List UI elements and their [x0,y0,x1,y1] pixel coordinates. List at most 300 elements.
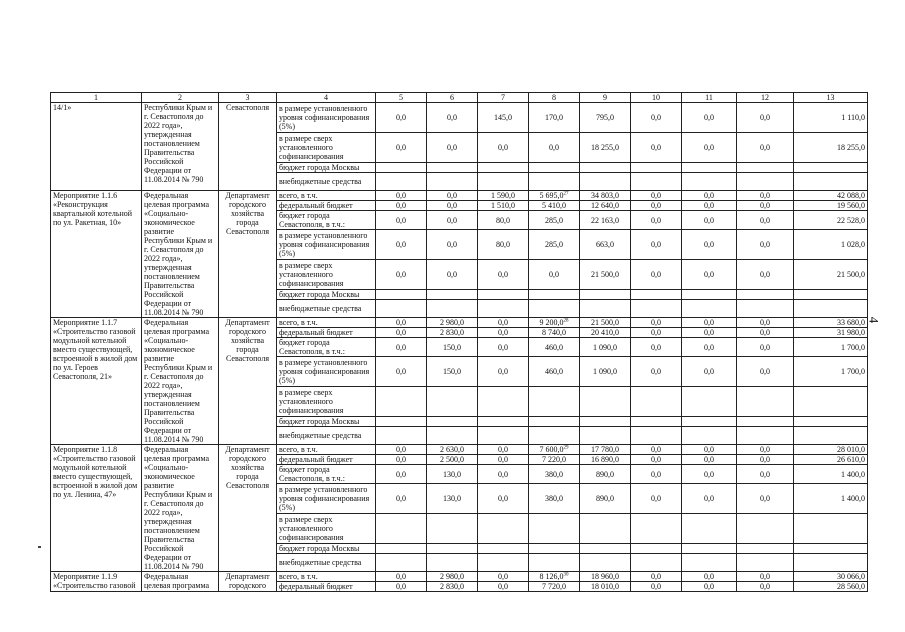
value-text: 0,0 [760,582,770,591]
value-text: 0,0 [549,270,559,279]
value-cell [376,544,427,554]
value-cell [794,328,868,338]
value-cell [427,103,478,133]
value-cell [682,572,737,582]
value-cell [737,445,794,455]
value-cell [427,300,478,318]
value-cell [737,465,794,484]
program-name: Республики Крым и г. Севастополя до 2022 года», утвержденная постановлением Правительства Российской Федерации от 11.08.2014 № 790 [142,103,219,191]
value-text: 80,0 [496,215,510,225]
value-cell [427,417,478,427]
value-text: 2 830,0 [440,582,464,591]
value-cell [478,133,529,163]
value-text: 0,0 [760,143,770,152]
value-text: 0,0 [704,215,714,225]
header-cell: 10 [631,93,682,103]
value-text: 0,0 [651,270,661,279]
value-cell [794,582,868,592]
funding-source: внебюджетные средства [277,300,376,318]
value-cell [376,103,427,133]
value-cell [376,328,427,338]
value-cell [737,290,794,300]
value-cell [376,455,427,465]
value-cell [631,465,682,484]
value-cell [478,544,529,554]
value-cell [376,191,427,201]
value-cell [631,572,682,582]
value-cell [478,201,529,211]
value-text: 19 560,0 [837,201,865,210]
value-text: 0,0 [396,469,406,479]
value-cell [682,357,737,387]
value-cell [794,387,868,417]
table-row [51,572,868,582]
value-text: 0,0 [760,318,770,327]
value-cell [794,427,868,445]
value-cell [580,133,631,163]
value-text: 21 500,0 [591,270,619,279]
value-text: 1 400,0 [841,469,865,479]
table-row [51,318,868,328]
value-cell [478,338,529,357]
value-cell [682,173,737,191]
value-cell [427,201,478,211]
value-cell [376,290,427,300]
value-text: 2 980,0 [440,318,464,327]
value-text: 380,0 [545,469,563,479]
value-cell [682,300,737,318]
value-cell [580,290,631,300]
value-text: 0,0 [651,143,661,152]
header-cell: 1 [51,93,142,103]
funding-source: всего, в т.ч. [277,572,376,582]
value-text: 0,0 [704,318,714,327]
value-cell [376,465,427,484]
value-cell [580,554,631,572]
value-cell [529,427,580,445]
value-text: 0,0 [447,143,457,152]
value-cell [737,211,794,230]
value-text: 28 010,0 [837,445,865,454]
funding-source: в размере сверх установленного софинансирования [277,133,376,163]
value-text: 0,0 [498,469,508,479]
value-text: 1 400,0 [841,494,865,503]
value-cell [427,445,478,455]
value-cell [682,211,737,230]
value-text: 0,0 [498,318,508,327]
value-text: 34 803,0 [591,191,619,200]
header-cell: 7 [478,93,529,103]
value-text: 33 680,0 [837,318,865,327]
funding-source: бюджет города Москвы [277,544,376,554]
value-text: 2 980,0 [440,572,464,581]
value-cell [631,417,682,427]
value-cell [376,260,427,290]
value-text: 0,0 [396,191,406,200]
value-cell [682,133,737,163]
value-cell [478,318,529,328]
value-text: 0,0 [498,143,508,152]
value-text: 0,0 [498,494,508,503]
value-cell [737,260,794,290]
value-cell [794,318,868,328]
value-cell [737,191,794,201]
value-cell [427,163,478,173]
value-cell [580,455,631,465]
value-text: 8 126,0 [539,572,564,581]
value-cell [478,427,529,445]
value-text: 2 500,0 [440,455,464,464]
value-cell [580,211,631,230]
value-text: 1 110,0 [841,113,865,122]
value-cell [376,427,427,445]
value-text: 0,0 [704,191,714,200]
header-cell: 8 [529,93,580,103]
value-text: 1 510,0 [491,201,515,210]
value-cell [631,103,682,133]
value-text: 890,0 [596,469,614,479]
table-row [51,191,868,201]
funding-source: бюджет города Москвы [277,290,376,300]
value-cell [427,211,478,230]
value-text: 0,0 [704,270,714,279]
value-text: 150,0 [443,342,461,352]
value-cell [529,133,580,163]
value-cell [376,163,427,173]
value-text: 0,0 [447,270,457,279]
header-cell: 6 [427,93,478,103]
funding-source: в размере установленного уровня софинансирования (5%) [277,357,376,387]
value-cell [478,328,529,338]
value-cell [631,484,682,514]
funding-source: внебюджетные средства [277,173,376,191]
value-text: 0,0 [651,318,661,327]
value-cell [529,445,580,455]
value-cell [580,465,631,484]
value-cell [737,201,794,211]
funding-source: в размере сверх установленного софинансирования [277,514,376,544]
value-text: 5 410,0 [542,201,566,210]
value-cell [376,514,427,544]
value-cell [631,230,682,260]
value-cell [794,290,868,300]
value-text: 0,0 [704,342,714,352]
value-cell [682,290,737,300]
value-cell [478,484,529,514]
value-text: 7 720,0 [542,582,566,591]
value-cell [376,582,427,592]
program-name: Федеральная целевая программа «Социально-экономическое развитие Республики Крым и г. Севастополя до 2022 года», утвержденная постановлением Правительства Российской Федерации от 11.08.2014 № 790 [142,318,219,445]
program-name: Федеральная целевая программа [142,572,219,592]
value-text: 890,0 [596,494,614,503]
funding-source: бюджет города Севастополя, в т.ч.: [277,211,376,230]
value-cell [376,484,427,514]
value-text: 0,0 [651,494,661,503]
value-cell [794,338,868,357]
value-text: 0,0 [396,445,406,454]
value-cell [631,544,682,554]
value-text: 663,0 [596,240,614,249]
value-cell [478,357,529,387]
value-cell [794,201,868,211]
value-text: 0,0 [704,445,714,454]
value-text: 0,0 [396,494,406,503]
value-cell [794,455,868,465]
value-cell [631,455,682,465]
value-text: 0,0 [396,328,406,337]
value-text: 0,0 [498,367,508,376]
value-cell [737,173,794,191]
value-cell [631,328,682,338]
value-cell [478,260,529,290]
value-cell [682,163,737,173]
value-cell [631,514,682,544]
value-cell [427,230,478,260]
value-cell [580,514,631,544]
value-cell [737,300,794,318]
value-cell [682,103,737,133]
value-cell [478,554,529,572]
value-text: 0,0 [760,191,770,200]
value-cell [376,201,427,211]
value-text: 0,0 [704,469,714,479]
value-cell [427,328,478,338]
value-text: 5 695,0 [539,191,564,200]
value-text: 0,0 [396,455,406,464]
value-cell [794,514,868,544]
measure-name: 14/1» [51,103,142,191]
value-cell [580,582,631,592]
header-cell: 3 [219,93,277,103]
value-text: 9 200,0 [539,318,564,327]
funding-source: всего, в т.ч. [277,445,376,455]
value-cell [737,103,794,133]
value-text: 7 220,0 [542,455,566,464]
header-cell: 11 [682,93,737,103]
value-cell [682,201,737,211]
program-name: Федеральная целевая программа «Социально-экономическое развитие Республики Крым и г. Севастополя до 2022 года», утвержденная постановлением Правительства Российской Федерации от 11.08.2014 № 790 [142,191,219,318]
value-cell [794,554,868,572]
funding-source: бюджет города Москвы [277,163,376,173]
value-cell [631,445,682,455]
value-text: 0,0 [396,113,406,122]
value-cell [682,544,737,554]
value-text: 7 600,0 [539,445,564,454]
value-cell [794,133,868,163]
value-cell [478,300,529,318]
value-text: 0,0 [498,582,508,591]
value-text: 0,0 [396,582,406,591]
executor-name: Департамент городского хозяйства города Севастополя [219,318,277,445]
table-row [51,445,868,455]
value-cell [427,338,478,357]
value-cell [427,554,478,572]
value-cell [737,133,794,163]
header-cell: 9 [580,93,631,103]
value-cell [794,173,868,191]
value-cell [427,173,478,191]
value-cell [737,163,794,173]
value-text: 0,0 [396,201,406,210]
value-cell [580,328,631,338]
value-text: 2 830,0 [440,328,464,337]
value-cell [376,211,427,230]
value-cell [580,173,631,191]
funding-source: бюджет города Севастополя, в т.ч.: [277,465,376,484]
value-cell [427,357,478,387]
value-text: 30 066,0 [837,572,865,581]
value-text: 0,0 [651,113,661,122]
page-number: 4 [866,316,882,324]
value-cell [580,103,631,133]
value-cell [529,173,580,191]
value-cell [794,572,868,582]
value-cell [794,357,868,387]
value-text: 21 500,0 [837,270,865,279]
value-text: 22 163,0 [591,215,619,225]
value-cell [794,544,868,554]
value-cell [794,230,868,260]
executor-name: Департамент городского хозяйства города Севастополя [219,191,277,318]
value-cell [529,554,580,572]
value-cell [478,173,529,191]
value-cell [737,338,794,357]
value-cell [682,260,737,290]
header-cell: 13 [794,93,868,103]
footnote-ref: 27 [563,191,569,197]
value-text: 285,0 [545,215,563,225]
value-cell [682,455,737,465]
value-text: 18 960,0 [591,572,619,581]
value-text: 0,0 [396,367,406,376]
value-text: 0,0 [651,572,661,581]
value-text: 0,0 [651,342,661,352]
header-cell: 4 [277,93,376,103]
scan-mark [38,546,41,548]
value-cell [682,445,737,455]
value-cell [529,514,580,544]
value-text: 0,0 [704,240,714,249]
value-cell [737,357,794,387]
value-text: 0,0 [704,367,714,376]
value-text: 0,0 [498,455,508,464]
value-text: 18 255,0 [591,143,619,152]
value-text: 285,0 [545,240,563,249]
value-cell [631,133,682,163]
value-cell [631,201,682,211]
funding-source: в размере установленного уровня софинансирования (5%) [277,230,376,260]
value-cell [376,417,427,427]
value-cell [794,211,868,230]
funding-source: всего, в т.ч. [277,191,376,201]
funding-source: в размере сверх установленного софинансирования [277,387,376,417]
value-text: 150,0 [443,367,461,376]
value-cell [682,230,737,260]
funding-source: в размере сверх установленного софинансирования [277,260,376,290]
value-cell [682,427,737,445]
value-cell [427,260,478,290]
value-text: 0,0 [651,201,661,210]
value-text: 0,0 [760,572,770,581]
value-cell [631,582,682,592]
value-text: 0,0 [498,445,508,454]
value-text: 1 090,0 [593,342,617,352]
value-cell [478,211,529,230]
value-text: 18 255,0 [837,143,865,152]
value-text: 0,0 [549,143,559,152]
value-cell [737,318,794,328]
value-cell [631,173,682,191]
header-cell: 5 [376,93,427,103]
value-text: 130,0 [443,469,461,479]
value-text: 1 700,0 [841,342,865,352]
value-text: 460,0 [545,367,563,376]
value-text: 0,0 [760,240,770,249]
value-cell [580,230,631,260]
value-cell [580,191,631,201]
value-text: 0,0 [704,113,714,122]
value-cell [737,544,794,554]
measure-name: Мероприятие 1.1.6 «Реконструкция квартальной котельной по ул. Ракетная, 10» [51,191,142,318]
value-text: 0,0 [447,113,457,122]
value-cell [478,230,529,260]
value-text: 16 890,0 [591,455,619,464]
funding-source: всего, в т.ч. [277,318,376,328]
value-text: 31 980,0 [837,328,865,337]
value-cell [529,357,580,387]
value-text: 21 500,0 [591,318,619,327]
value-cell [580,427,631,445]
value-cell [427,318,478,328]
value-cell [427,514,478,544]
footnote-ref: 30 [563,572,569,578]
value-cell [794,484,868,514]
value-cell [529,484,580,514]
value-cell [631,300,682,318]
value-text: 0,0 [651,455,661,464]
value-cell [478,163,529,173]
value-cell [682,554,737,572]
funding-source: в размере установленного уровня софинансирования (5%) [277,103,376,133]
value-text: 0,0 [498,342,508,352]
footnote-ref: 29 [563,445,569,451]
value-cell [580,318,631,328]
value-cell [529,328,580,338]
value-text: 0,0 [760,494,770,503]
value-cell [631,318,682,328]
value-text: 12 640,0 [591,201,619,210]
value-text: 0,0 [651,469,661,479]
value-text: 0,0 [498,270,508,279]
value-text: 0,0 [651,328,661,337]
value-cell [682,582,737,592]
value-cell [427,387,478,417]
value-cell [737,455,794,465]
value-text: 0,0 [396,143,406,152]
value-text: 0,0 [760,445,770,454]
value-cell [478,572,529,582]
value-cell [529,417,580,427]
value-text: 0,0 [651,191,661,200]
measure-name: Мероприятие 1.1.8 «Строительство газовой модульной котельной вместо существующей, встроенной в жилой дом по ул. Ленина, 47» [51,445,142,572]
value-text: 460,0 [545,342,563,352]
value-cell [794,260,868,290]
value-cell [529,211,580,230]
value-cell [427,133,478,163]
value-text: 0,0 [447,240,457,249]
value-cell [580,417,631,427]
value-cell [682,191,737,201]
